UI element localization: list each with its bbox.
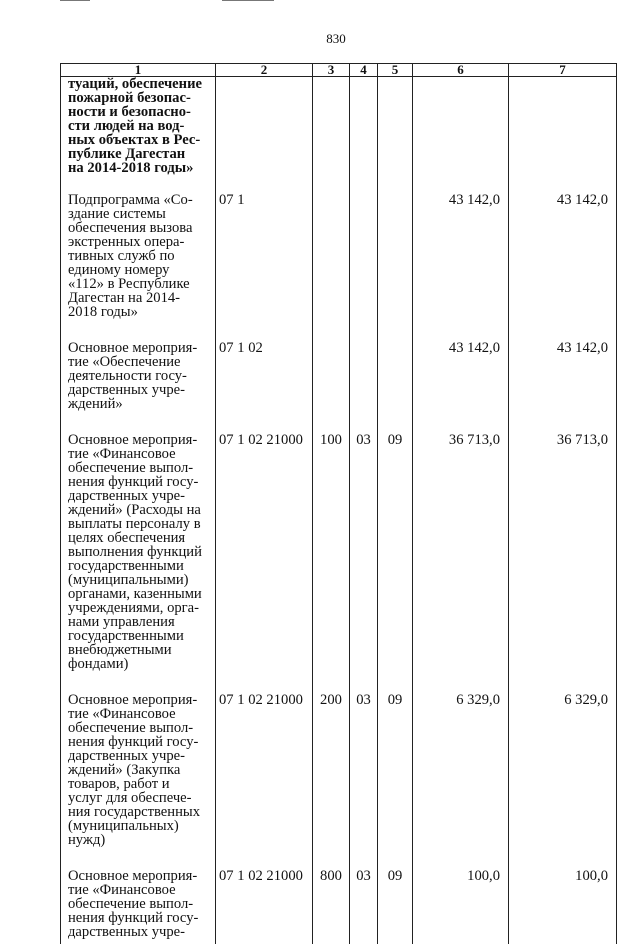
classification-code: 07 1 02 21000 [216,869,313,944]
spacer-cell [313,319,350,341]
spacer-cell [350,411,378,433]
expense-type-code: 800 [313,869,350,944]
table-row [61,77,617,176]
row-name-line: органами, казенными [68,587,213,601]
row-spacer [61,411,617,433]
section-code [350,193,378,319]
spacer-cell [350,319,378,341]
row-spacer [61,319,617,341]
row-name-line: Дагестан на 2014- [68,291,213,305]
amount-value: 43 142,0 [509,193,617,319]
spacer-cell [61,319,216,341]
spacer-cell [216,847,313,869]
row-name-line: «112» в Республике [68,277,213,291]
row-name-line: ния государственных [68,805,213,819]
column-header: 2 [216,64,313,77]
spacer-cell [61,411,216,433]
spacer-cell [61,175,216,193]
spacer-cell [313,847,350,869]
subsection-code: 09 [378,869,413,944]
spacer-cell [378,411,413,433]
amount-value [413,77,509,176]
row-name-line: Основное мероприя- [68,693,213,707]
subsection-code: 09 [378,693,413,847]
scan-edge-line-left [60,0,90,1]
table-row [61,869,617,944]
spacer-cell [509,175,617,193]
row-name-line: обеспечение выпол- [68,897,213,911]
amount-value: 6 329,0 [413,693,509,847]
row-name-line: государственными [68,559,213,573]
spacer-cell [378,175,413,193]
row-name-line: Подпрограмма «Со- [68,193,213,207]
spacer-cell [413,319,509,341]
row-name-line: ных объектах в Рес- [68,133,213,147]
table-row [61,193,617,319]
row-name-line: учреждениями, орга- [68,601,213,615]
spacer-cell [350,175,378,193]
row-name-line: Основное мероприя- [68,341,213,355]
row-name-line: тие «Финансовое [68,707,213,721]
row-name-line: внебюджетными [68,643,213,657]
amount-value: 43 142,0 [413,193,509,319]
scan-edge-line-right [222,0,274,1]
row-name-line: нения функций госу- [68,911,213,925]
expense-type-code [313,193,350,319]
row-name-line: здание системы [68,207,213,221]
row-name-line: нами управления [68,615,213,629]
spacer-cell [509,847,617,869]
row-name-line: ности и безопасно- [68,105,213,119]
row-name [61,341,216,411]
row-name-line: дарственных учре- [68,925,213,939]
table-body [61,77,617,944]
row-name-line: тивных служб по [68,249,213,263]
classification-code [216,77,313,176]
row-name-line: дарственных учре- [68,383,213,397]
row-name-line: на 2014-2018 годы» [68,161,213,175]
subsection-code [378,341,413,411]
budget-table [60,63,617,944]
row-name-line: тие «Финансовое [68,883,213,897]
spacer-cell [350,847,378,869]
column-header: 1 [61,64,216,77]
row-name-line: ждений» [68,397,213,411]
row-name-line: государственными [68,629,213,643]
spacer-cell [350,671,378,693]
section-code: 03 [350,869,378,944]
expense-type-code [313,77,350,176]
page-number: 830 [0,31,640,47]
table-row [61,693,617,847]
column-header: 3 [313,64,350,77]
row-name-line: пожарной безопас- [68,91,213,105]
row-name-line: нения функций госу- [68,475,213,489]
expense-type-code [313,341,350,411]
spacer-cell [216,671,313,693]
row-name-line: дарственных учре- [68,749,213,763]
row-name-line: единому номеру [68,263,213,277]
row-name-line: выполнения функций [68,545,213,559]
spacer-cell [313,175,350,193]
spacer-cell [378,671,413,693]
column-header: 7 [509,64,617,77]
row-name [61,433,216,671]
spacer-cell [313,411,350,433]
subsection-code [378,77,413,176]
spacer-cell [413,847,509,869]
spacer-cell [378,847,413,869]
row-name-line: деятельности госу- [68,369,213,383]
row-name-line: (муниципальных) [68,819,213,833]
row-name [61,193,216,319]
spacer-cell [509,671,617,693]
table-row [61,433,617,671]
section-code [350,341,378,411]
expense-type-code: 100 [313,433,350,671]
row-name-line: нения функций госу- [68,735,213,749]
classification-code: 07 1 02 [216,341,313,411]
spacer-cell [413,671,509,693]
row-name-line: экстренных опера- [68,235,213,249]
column-header: 6 [413,64,509,77]
row-name-line: (муниципальными) [68,573,213,587]
row-name-line: ждений» (Закупка [68,763,213,777]
spacer-cell [313,671,350,693]
column-number-header-row [61,64,617,77]
row-name [61,693,216,847]
row-name [61,77,216,176]
classification-code: 07 1 02 21000 [216,433,313,671]
row-name-line: фондами) [68,657,213,671]
section-code: 03 [350,433,378,671]
amount-value [509,77,617,176]
row-name-line: публике Дагестан [68,147,213,161]
spacer-cell [216,319,313,341]
spacer-cell [61,671,216,693]
row-name-line: нужд) [68,833,213,847]
amount-value: 6 329,0 [509,693,617,847]
row-name-line: обеспечение выпол- [68,721,213,735]
subsection-code: 09 [378,433,413,671]
row-name-line: обеспечение выпол- [68,461,213,475]
row-name-line: дарственных учре- [68,489,213,503]
amount-value: 36 713,0 [509,433,617,671]
spacer-cell [216,175,313,193]
amount-value: 36 713,0 [413,433,509,671]
spacer-cell [413,411,509,433]
row-spacer [61,175,617,193]
amount-value: 100,0 [509,869,617,944]
row-name-line: Основное мероприя- [68,433,213,447]
row-name-line: товаров, работ и [68,777,213,791]
row-name-line: тие «Финансовое [68,447,213,461]
spacer-cell [413,175,509,193]
row-name-line: туаций, обеспечение [68,77,213,91]
row-name-line: выплаты персоналу в [68,517,213,531]
table-row [61,341,617,411]
classification-code: 07 1 02 21000 [216,693,313,847]
row-name-line: сти людей на вод- [68,119,213,133]
spacer-cell [509,411,617,433]
section-code: 03 [350,693,378,847]
row-name-line: Основное мероприя- [68,869,213,883]
row-name-line: тие «Обеспечение [68,355,213,369]
column-header: 4 [350,64,378,77]
row-spacer [61,671,617,693]
column-header: 5 [378,64,413,77]
spacer-cell [216,411,313,433]
row-spacer [61,847,617,869]
expense-type-code: 200 [313,693,350,847]
row-name [61,869,216,944]
amount-value: 100,0 [413,869,509,944]
row-name-line: 2018 годы» [68,305,213,319]
row-name-line: обеспечения вызова [68,221,213,235]
spacer-cell [509,319,617,341]
spacer-cell [61,847,216,869]
subsection-code [378,193,413,319]
amount-value: 43 142,0 [509,341,617,411]
row-name-line: целях обеспечения [68,531,213,545]
section-code [350,77,378,176]
row-name-line: услуг для обеспече- [68,791,213,805]
classification-code: 07 1 [216,193,313,319]
row-name-line: ждений» (Расходы на [68,503,213,517]
amount-value: 43 142,0 [413,341,509,411]
spacer-cell [378,319,413,341]
